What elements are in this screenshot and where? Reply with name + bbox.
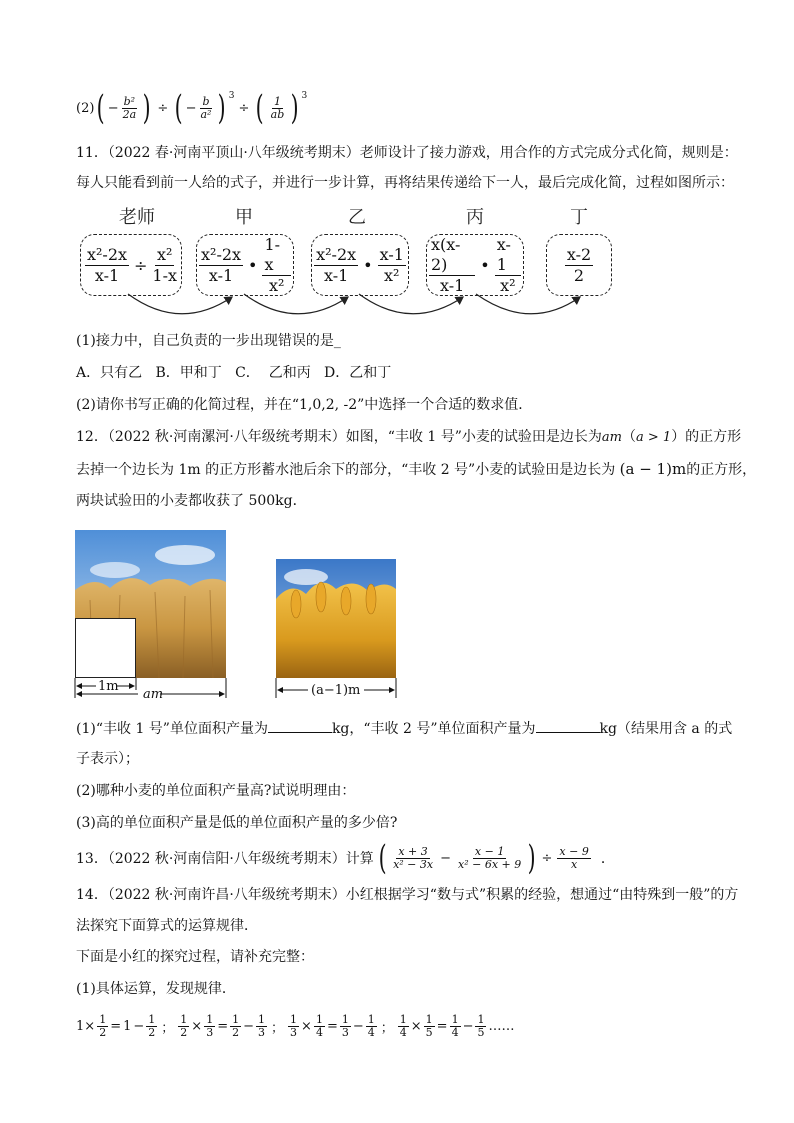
q12-line1: 12．（2022 秋·河南漯河·八年级统考期末）如图，“丰收 1 号”小麦的试验田是边长为am（a > 1）的正方形	[76, 429, 742, 445]
q10-div2: ÷	[238, 100, 250, 116]
eq-ellipsis: ……	[488, 1018, 515, 1034]
q11-line2: 每人只能看到前一人给的式子，并进行一步计算，再将结果传递给下一人，最后完成化简，过程如图所示：	[76, 175, 734, 191]
relay-head-jia: 甲	[235, 207, 253, 228]
reservoir-square	[75, 618, 136, 678]
q13-line: 13．（2022 秋·河南信阳·八年级统考期末）计算 ( $\frac{x + 3}{\text{x² − 3x}}$ − $\frac{x - 1}{\text{x² − 6x + 9}}$ ) ÷ $\frac{x - 9}{x}$ ．	[76, 838, 615, 878]
relay-box-ding: $\frac{x-2}{2}$	[546, 234, 612, 296]
relay-box-teacher: $\frac{\text{x²-2x}}{x-1}$ ÷ $\frac{\text{x²}}{1-x}$	[80, 234, 182, 296]
q12-sub2: (2)哪种小麦的单位面积产量高?试说明理由：	[76, 783, 356, 799]
q11-options: A．只有乙 B．甲和丁 C． 乙和丙 D．乙和丁	[76, 365, 392, 381]
q14-line4: (1)具体运算，发现规律．	[76, 981, 236, 997]
q14-line2: 法探究下面算式的运算规律．	[76, 918, 258, 934]
q13-frac1: $\frac{x + 3}{\text{x² − 3x}}$	[393, 844, 434, 871]
relay-box-bing: $\frac{x(x-2)}{x-1}$ • $\frac{x-1}{\text{x²}}$	[426, 234, 524, 296]
q11-sub1: (1)接力中，自己负责的一步出现错误的是_	[76, 333, 341, 349]
wheat-field-image-2	[276, 559, 396, 678]
q10-label: (2)	[76, 100, 95, 116]
q10-frac2: $\frac{b}{\text{a²}}$	[200, 94, 212, 121]
relay-head-teacher: 老师	[119, 207, 155, 228]
q10-frac1: $\frac{\text{b²}}{2a}$	[122, 94, 137, 121]
q11-line1: 11．（2022 春·河南平顶山·八年级统考期末）老师设计了接力游戏，用合作的方式完成分式化简，规则是：	[76, 145, 738, 161]
q12-line3: 两块试验田的小麦都收获了 500kg．	[76, 493, 307, 509]
q10-exp2: 3	[301, 91, 308, 101]
relay-arrow-1	[128, 294, 232, 314]
answer-blank-1[interactable]	[268, 718, 332, 733]
answer-blank-2[interactable]	[536, 718, 600, 733]
eq-4: $\frac{1}{4}$ × $\frac{1}{5}$ = $\frac{1}{4}$ − $\frac{1}{5}$	[399, 1012, 485, 1039]
q10-minus2: −	[185, 100, 197, 116]
q12-line2: 去掉一个边长为 1m 的正方形蓄水池后余下的部分，“丰收 2 号”小麦的试验田是边长为 (a − 1)m的正方形，	[76, 460, 757, 478]
q10-minus1: −	[107, 100, 119, 116]
q14-equations	[76, 1008, 514, 1044]
relay-arrow-4	[476, 294, 580, 314]
eq-3: $\frac{1}{3}$ × $\frac{1}{4}$ = $\frac{1}{3}$ − $\frac{1}{4}$	[290, 1012, 375, 1039]
q12-sub1: (1)“丰收 1 号”单位面积产量为 kg，“丰收 2 号”单位面积产量为 kg（结果用含 a 的式	[76, 718, 732, 739]
q10-exp1: 3	[228, 91, 235, 101]
relay-head-yi: 乙	[348, 207, 366, 228]
eq-sep-3: ；	[380, 1020, 394, 1036]
q12-sub1-cont: 子表示）；	[76, 751, 139, 767]
eq-sep-1: ；	[161, 1020, 175, 1036]
relay-arrow-3	[359, 294, 463, 314]
q14-line3: 下面是小红的探究过程，请补充完整：	[76, 949, 314, 965]
q13-frac3: $\frac{x - 9}{x}$	[559, 844, 589, 871]
q14-line1: 14．（2022 秋·河南许昌·八年级统考期末）小红根据学习“数与式”积累的经验，想通过“由特殊到一般”的方	[76, 887, 739, 903]
q12-sub3: (3)高的单位面积产量是低的单位面积产量的多少倍?	[76, 815, 398, 831]
dim-a-minus-1m: (a−1)m	[311, 683, 361, 698]
relay-box-yi: $\frac{\text{x²-2x}}{x-1}$ • $\frac{x-1}{\text{x²}}$	[311, 234, 409, 296]
relay-head-bing: 丙	[466, 207, 484, 228]
eq-1: 1 × $\frac{1}{2}$ = 1 − $\frac{1}{2}$	[76, 1012, 156, 1039]
relay-arrow-2	[244, 294, 348, 314]
wheat-field-image-1	[75, 530, 226, 678]
relay-arrows	[0, 0, 794, 330]
q10-expression: (2) ( − $\frac{\text{b²}}{2a}$ ) ÷ ( − $\frac{b}{\text{a²}}$ ) 3 ÷ ( $\frac{1}{ab}$ ) 3	[76, 88, 308, 128]
relay-box-jia: $\frac{\text{x²-2x}}{x-1}$ • $\frac{1-x}{\text{x²}}$	[196, 234, 294, 296]
eq-sep-2: ；	[271, 1020, 285, 1036]
dim-1m: 1m	[98, 679, 119, 694]
dim-am: am	[143, 687, 164, 702]
q11-sub2: (2)请你书写正确的化简过程，并在“1,0,2, -2”中选择一个合适的数求值．	[76, 397, 533, 413]
relay-head-ding: 丁	[570, 207, 588, 228]
q10-div1: ÷	[157, 100, 169, 116]
eq-2: $\frac{1}{2}$ × $\frac{1}{3}$ = $\frac{1}{2}$ − $\frac{1}{3}$	[180, 1012, 266, 1039]
q10-frac3: $\frac{1}{ab}$	[270, 94, 285, 121]
q13-frac2: $\frac{x - 1}{\text{x² − 6x + 9}}$	[458, 844, 522, 871]
